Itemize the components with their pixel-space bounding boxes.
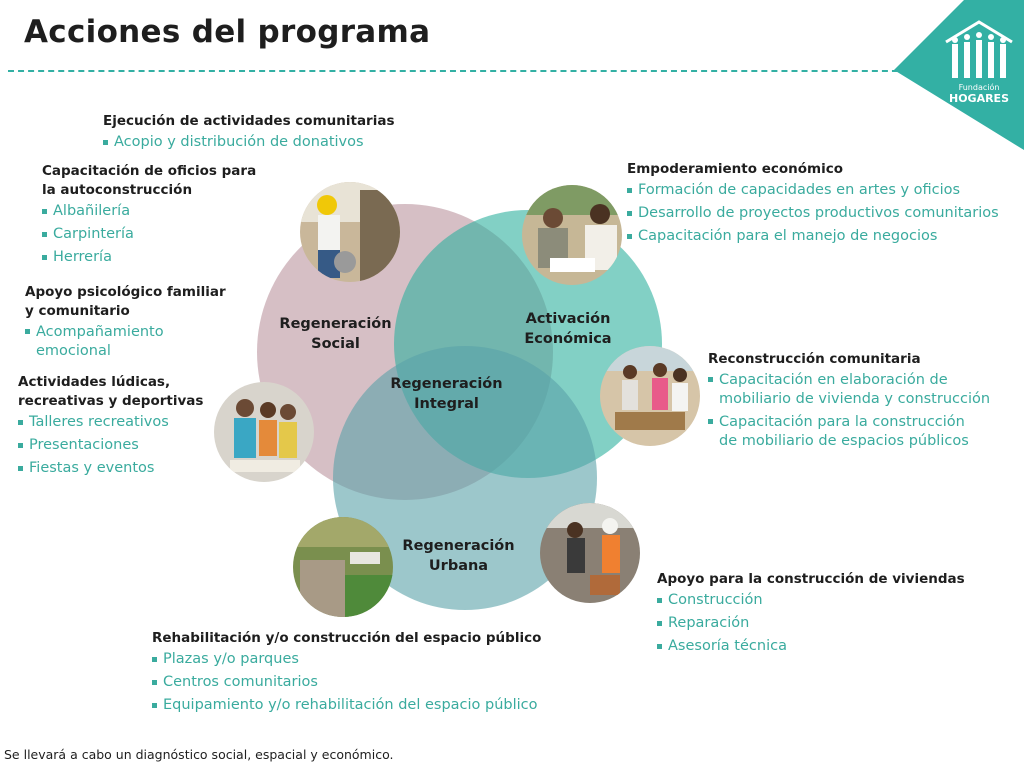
public-park-photo: [293, 517, 393, 617]
logo-fundacion-text: Fundación: [958, 83, 1000, 92]
housing-construction-photo: [540, 503, 640, 603]
integral-label-line1: Regeneración: [390, 376, 503, 392]
block-empoderamiento: [627, 160, 999, 248]
list-item: Equipamiento y/o rehabilitación del espacio público: [152, 694, 541, 717]
apoyo-psico-list: [25, 321, 226, 363]
reconstruccion-heading: Reconstrucción comunitaria: [708, 351, 921, 367]
ludicas-heading-line2: recreativas y deportivas: [18, 393, 204, 409]
ejecucion-heading: Ejecución de actividades comunitarias: [103, 113, 395, 129]
economic-circle-label: [498, 309, 638, 349]
list-item: Capacitación en elaboración de mobiliario de vivienda y construcción: [708, 369, 990, 411]
apoyo-psico-heading-line2: y comunitario: [25, 303, 130, 319]
ludicas-heading-line1: Actividades lúdicas,: [18, 374, 171, 390]
integral-label-line2: Integral: [414, 396, 479, 412]
list-item: Talleres recreativos: [18, 411, 203, 434]
list-item: Desarrollo de proyectos productivos comunitarios: [627, 202, 999, 225]
block-reconstruccion: [708, 350, 990, 453]
list-item: Formación de capacidades en artes y oficios: [627, 179, 999, 202]
list-item: Albañilería: [42, 200, 256, 223]
construction-worker-photo: [300, 182, 400, 282]
block-espacio-publico: [152, 629, 541, 717]
list-item: Plazas y/o parques: [152, 648, 541, 671]
block-ejecucion: [103, 112, 395, 154]
children-photo: [214, 382, 314, 482]
list-item: Reparación: [657, 612, 965, 635]
block-capacitacion: [42, 162, 256, 269]
list-item: Asesoría técnica: [657, 635, 965, 658]
capacitacion-heading-line2: la autoconstrucción: [42, 182, 193, 198]
urban-circle-label: [386, 536, 531, 576]
block-viviendas: [657, 570, 965, 658]
logo-hogares-text: HOGARES: [948, 92, 1010, 105]
ludicas-list: [18, 411, 203, 480]
ejecucion-list: [103, 131, 395, 154]
footer-note: Se llevará a cabo un diagnóstico social, espacial y económico.: [4, 747, 394, 762]
social-label-line2: Social: [311, 336, 360, 352]
community-workshop-photo: [600, 346, 700, 446]
social-label-line1: Regeneración: [279, 316, 392, 332]
capacitacion-list: [42, 200, 256, 269]
list-item: Acopio y distribución de donativos: [103, 131, 395, 154]
espacio-heading: Rehabilitación y/o construcción del espacio público: [152, 630, 542, 646]
women-meeting-photo: [522, 185, 622, 285]
list-item: Herrería: [42, 246, 256, 269]
espacio-list: [152, 648, 541, 717]
economic-label-line2: Económica: [524, 331, 612, 347]
social-circle-label: [263, 314, 408, 354]
page-title: Acciones del programa: [24, 14, 431, 50]
economic-label-line1: Activación: [525, 311, 611, 327]
list-item: Carpintería: [42, 223, 256, 246]
reconstruccion-list: [708, 369, 990, 453]
list-item: Acompañamiento emocional: [25, 321, 226, 363]
list-item: Construcción: [657, 589, 965, 612]
empoderamiento-heading: Empoderamiento económico: [627, 161, 843, 177]
viviendas-list: [657, 589, 965, 658]
block-actividades-ludicas: [18, 373, 203, 480]
list-item: Centros comunitarios: [152, 671, 541, 694]
block-apoyo-psicologico: [25, 283, 226, 363]
list-item: Capacitación para la construcción de mobiliario de espacios públicos: [708, 411, 990, 453]
capacitacion-heading-line1: Capacitación de oficios para: [42, 163, 257, 179]
empoderamiento-list: [627, 179, 999, 248]
list-item: Fiestas y eventos: [18, 457, 203, 480]
integral-circle-label: [374, 374, 519, 414]
urban-label-line1: Regeneración: [402, 538, 515, 554]
viviendas-heading: Apoyo para la construcción de viviendas: [657, 571, 965, 587]
list-item: Presentaciones: [18, 434, 203, 457]
list-item: Capacitación para el manejo de negocios: [627, 225, 999, 248]
urban-label-line2: Urbana: [428, 558, 489, 574]
apoyo-psico-heading-line1: Apoyo psicológico familiar: [25, 284, 226, 300]
